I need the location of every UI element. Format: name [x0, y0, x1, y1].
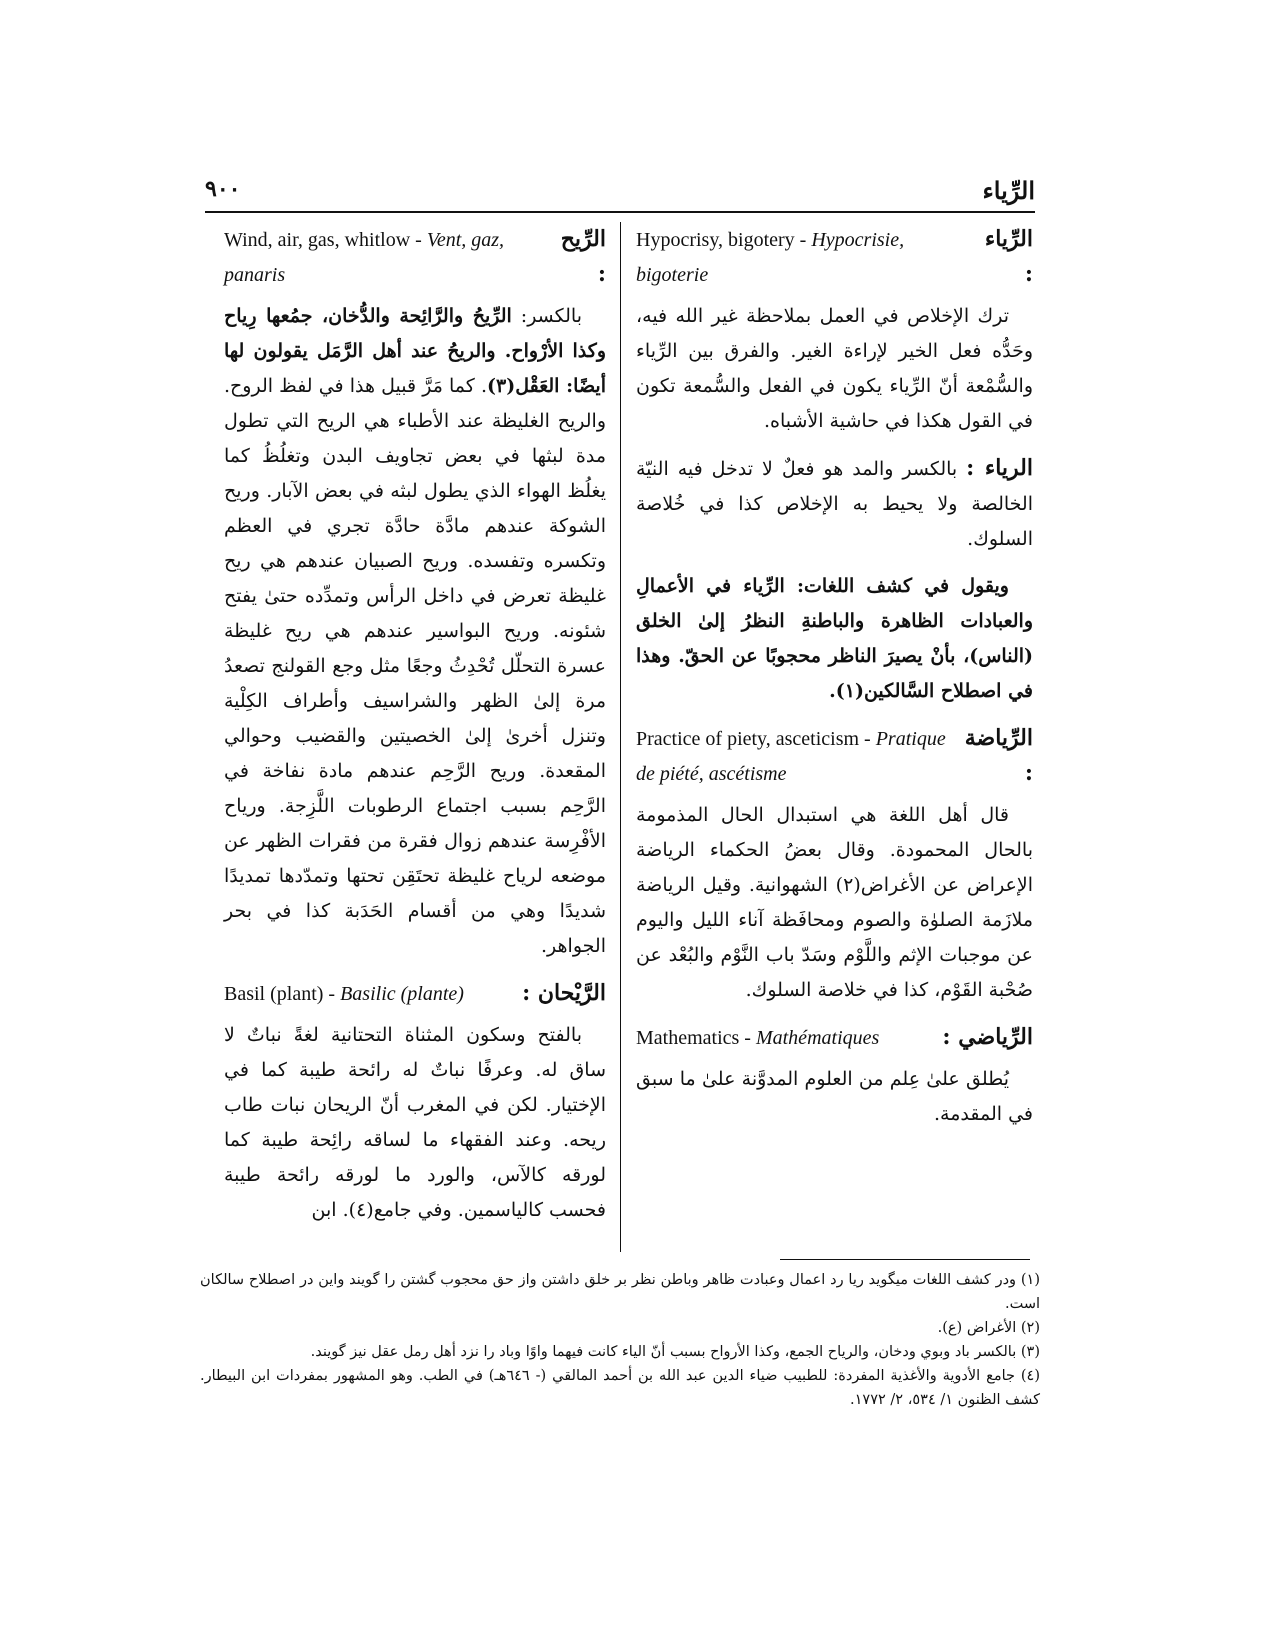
- entry-rih: [224, 222, 606, 964]
- right-column: [636, 222, 1033, 1144]
- gloss-en: Basil (plant) -: [224, 983, 341, 1005]
- gloss: [636, 223, 964, 293]
- entry-paragraph: قال أهل اللغة هي استبدال الحال المذمومة بالحال المحمودة. وقال بعضُ الحكماء الرياضة الإعراض عن الأغراض(٢) الشهوانية. وقيل الرياضة ملازَمة الصلوٰة والصوم ومحافَظة آناء الليل واليوم عن موجبات الإثم واللَّوْم وسَدّ باب النَّوْم والبُعْد عن صُحْبة القَوْم، كذا في خلاصة السلوك.: [636, 804, 1034, 1001]
- entry-paragraph: [636, 451, 1033, 557]
- headword: الرِّيح :: [560, 226, 606, 287]
- gloss: [636, 722, 957, 792]
- entry-rayhan: [224, 976, 606, 1228]
- headword-row: [224, 222, 606, 293]
- headword-row: [636, 222, 1033, 293]
- footnote: (٣) بالكسر باد وبوي ودخان، والرياح الجمع، وكذا الأرواح بسبب أنّ الياء كانت فيهما واوًا وباد را نزد أهل رمل عقل نيز گويند.: [310, 1344, 1040, 1360]
- header-rule: [205, 211, 1035, 213]
- gloss-en: Mathematics -: [636, 1027, 756, 1049]
- footnote: (٤) جامع الأدوية والأغذية المفردة: للطبيب ضياء الدين عبد الله بن أحمد المالقي (- ٦٤٦هـ) في الطب. وهو المشهور بمفردات ابن البيطار. كشف الظنون ١/ ٥٣٤، ٢/ ١٧٧٢.: [200, 1368, 1041, 1408]
- gloss-en: Hypocrisy, bigotery -: [636, 229, 812, 251]
- gloss-fr: Vent, gaz, panaris: [224, 229, 505, 286]
- bold-paragraph: ويقول في كشف اللغات: الرِّياء في الأعمالِ والعبادات الظاهرة والباطنةِ النظرُ إلىٰ الخلق (الناس)، بأنْ يصيرَ الناظر محجوبًا عن الحقّ. وهذا في اصطلاح السَّالكين(١).: [636, 575, 1033, 702]
- headword: الرَّيْحان :: [522, 980, 606, 1006]
- entry-riyadi: [636, 1020, 1033, 1132]
- entry-riya: [636, 222, 1033, 439]
- left-column: [224, 222, 606, 1240]
- entry-riya-2: [636, 451, 1033, 557]
- entry-riyada: [636, 721, 1033, 1008]
- paragraph-text: . كما مَرَّ قبيل هذا في لفظ الروح. والريح الغليظة عند الأطباء هي الريح التي تطول مدة لبثها في بعض تجاويف البدن وتغلُظُ كما يغلُظ الهواء الذي يطول لبثه في بعض الآبار. وريح الشوكة عندهم مادَّة حادَّة تجري في العظم وتكسره وتفسده. وريح الصبيان عندهم هي ريح غليظة تعرض في داخل الرأس وتمدِّده حتىٰ يفتح شئونه. وريح البواسير عندهم هي ريح غليظة عسرة التحلّل تُحْدِثُ وجعًا مثل وجع القولنج تصعدُ مرة إلىٰ الظهر والشراسيف وأطراف الكِلْية وتنزل أخرىٰ إلىٰ الخصيتين والقضيب وحوالي المقعدة. وريح الرَّحِم عندهم مادة نفاخة في الرَّحِم بسبب اجتماع الرطوبات اللَّزِجة. ورياح الأفْرِسة عندهم زوال فقرة من فقرات الظهر عن موضعه لرياح غليظة تحتَقِن تحتها وتمدّدها تمديدًا شديدًا وهي من أقسام الحَدَبة كذا في بحر الجواهر.: [224, 375, 606, 957]
- inline-text: بالكسر والمد هو فعلٌ لا تدخل فيه النيّة الخالصة ولا يحيط به الإخلاص كذا في خُلاصة السلوك.: [636, 458, 1033, 550]
- page-number: ٩٠٠: [205, 176, 241, 202]
- footnote: (١) ودر كشف اللغات ميگويد ريا رد اعمال وعبادت ظاهر وباطن نظر بر خلق داشتن واز حق محجوب گشتن را گويند واين در اصطلاح سالكان است.: [200, 1272, 1040, 1312]
- entry-paragraph: [224, 299, 606, 964]
- gloss: [224, 223, 542, 293]
- gloss-fr: Basilic (plante): [340, 983, 464, 1005]
- entry-paragraph: يُطلق علىٰ عِلم من العلوم المدوَّنة علىٰ ما سبق في المقدمة.: [636, 1068, 1033, 1125]
- column-divider: [620, 222, 621, 1252]
- gloss-fr: Hypocrisie, bigoterie: [636, 229, 905, 286]
- headword-row: [224, 976, 606, 1012]
- gloss: [224, 977, 464, 1012]
- headword: الرِّياء :: [984, 226, 1033, 287]
- page-header: [205, 176, 1035, 206]
- headword-row: [636, 721, 1033, 792]
- gloss-fr: Mathématiques: [755, 1027, 880, 1049]
- gloss-fr: Pratique de piété, ascétisme: [636, 728, 946, 785]
- gloss-en: Wind, air, gas, whitlow -: [224, 229, 427, 251]
- gloss-en: Practice of piety, asceticism -: [636, 728, 876, 750]
- entry-paragraph: بالفتح وسكون المثناة التحتانية لغةً نباتٌ لا ساق له. وعرفًا نباتٌ له رائحة طيبة كما في الإختيار. لكن في المغرب أنّ الريحان نبات طاب ريحه. وعند الفقهاء ما لساقه رائِحة طيبة كما لورقه كالآس، والورد ما لورقه رائحة طيبة فحسب كالياسمين. وفي جامع(٤). ابن: [224, 1024, 606, 1221]
- running-title: الرِّياء: [982, 176, 1035, 205]
- headword: الرِّياضة :: [964, 725, 1033, 786]
- entry-kashf-quote: [636, 569, 1033, 709]
- headword-row: [636, 1020, 1033, 1056]
- lead-plain: بالكسر:: [511, 305, 582, 327]
- headword: الرِّياضي :: [942, 1024, 1033, 1050]
- lead-bold: الرِّيحُ والرَّائِحة والدُّخان، جمُعها رِياح وكذا الأرْواح. والريحُ عند أهل الرَّمَل يقولون لها أيضًا: العَقْل(٣): [224, 305, 606, 397]
- headword: الرياء :: [966, 455, 1033, 481]
- footnote: (٢) الأغراض (ع).: [937, 1320, 1040, 1336]
- gloss: [636, 1021, 879, 1056]
- entry-paragraph: ترك الإخلاص في العمل بملاحظة غير الله فيه، وحَدُّه فعل الخير لإراءة الغير. والفرق بين الرِّياء والسُّمْعة أنّ الرِّياء يكون في الفعل والسُّمعة تكون في القول هكذا في حاشية الأشباه.: [636, 305, 1033, 432]
- footnotes: [200, 1268, 1040, 1412]
- footnote-rule: [780, 1259, 1030, 1260]
